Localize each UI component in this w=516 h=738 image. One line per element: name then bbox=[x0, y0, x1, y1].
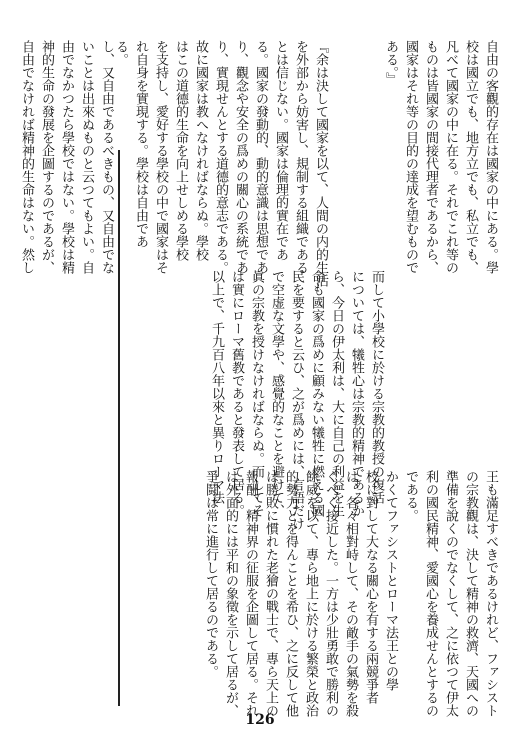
text-column: とは信じない。國家は倫理的實在であ bbox=[273, 40, 288, 261]
text-column: で空虚な文學や、感覺的なことを避けて、 bbox=[269, 270, 284, 517]
text-column: る。 bbox=[113, 40, 128, 66]
text-column: ものは皆國家の間接代理者であるから、 bbox=[423, 40, 438, 274]
text-column: 國家はそれ等の目的の達成を望むもので bbox=[403, 40, 418, 274]
text-column: は實にローマ舊教であると發表して居る。 bbox=[229, 270, 244, 517]
text-column: 王も滿足すべきであるけれど、ファシスト bbox=[483, 470, 498, 717]
text-column: 餘威を以て、專ら地上に於ける繁榮と政治 bbox=[303, 470, 318, 717]
text-block-lower-left bbox=[19, 40, 116, 290]
text-column: れ自身を實現する。學校は自由であ bbox=[133, 40, 148, 248]
text-column: 以上で、千九百八年以來と異りローマ法 bbox=[209, 270, 224, 504]
text-column: ある。』 bbox=[383, 40, 398, 86]
text-block-upper-right bbox=[330, 40, 500, 290]
text-column: 『余は決して國家を以て、人間の内的生活 bbox=[313, 40, 328, 287]
text-column: 由でなかつたら學校ではない。學校は精 bbox=[59, 40, 74, 274]
text-column: り、實現せんとする道德的意志である。 bbox=[213, 40, 228, 274]
text-column: 眞の宗教を授けなければならぬ。而してそ bbox=[249, 270, 264, 517]
text-column: り、觀念や安全の爲めの關心の系統であ bbox=[233, 40, 248, 274]
text-column: 命も國家の爲めに顧みない犧牲に燃える國 bbox=[309, 270, 324, 517]
text-block-far-left-visible bbox=[203, 470, 500, 717]
text-column: については、犧牲心は宗教的精神であるか bbox=[349, 270, 364, 517]
text-column: 報酬、精神界の征服を企圖して居る。それ bbox=[243, 470, 258, 717]
text-column: 凡べて國家の中に在る。それでこれ等の bbox=[443, 40, 458, 274]
text-column: ぐべく接近した。一方は少壯勇敢で勝利の bbox=[323, 470, 338, 717]
text-column: いことは出來ぬものと云つてもよい。自 bbox=[79, 40, 94, 274]
page-number: 126 bbox=[245, 712, 275, 728]
text-column: を外部から妨害し、規制する組織である bbox=[293, 40, 308, 274]
text-column: る。國家の發動的、動的意識は思想であ bbox=[253, 40, 268, 274]
text-column: 而して小學校に於ける宗教的教授の復活 bbox=[369, 270, 384, 504]
text-column: は外面的には平和の象徵を示して居るが、 bbox=[223, 470, 238, 717]
text-column: 自由の客觀的存在は國家の中にある。學 bbox=[483, 40, 498, 274]
text-column: かくてファシストとローマ法王との學 bbox=[383, 470, 398, 691]
text-column: 神的生命の發展を企圖するのであるが、 bbox=[39, 40, 54, 274]
text-column: 準備を說くのでなくして、之に依つて伊太 bbox=[443, 470, 458, 717]
text-block-lower-right bbox=[206, 270, 386, 530]
text-column: 故に國家は教へなければならぬ。學校 bbox=[193, 40, 208, 261]
text-column: は、各々相對峙して、その敵手の氣勢を殺 bbox=[343, 470, 358, 717]
text-column: の宗教觀は、決して精神の救濟、天國への bbox=[463, 470, 478, 717]
text-column: 民を要すると云ひ、之が爲めには、言語だけ bbox=[289, 270, 304, 530]
text-column: 自由でなければ精神的生命はない。然し bbox=[19, 40, 34, 274]
text-column: 校は國立でも、地方立でも、私立でも、 bbox=[463, 40, 478, 274]
text-column: である。 bbox=[403, 470, 418, 522]
text-column: 的勢力とを得んことを希ひ、之に反して他 bbox=[283, 470, 298, 717]
text-column: ら、今日の伊太利は、大に自己の利益を生 bbox=[329, 270, 344, 517]
text-column: は勝敗に慣れた老獪の戰士で、專ら天上の bbox=[263, 470, 278, 717]
vertical-rule bbox=[118, 150, 120, 706]
text-column: し、又自由であるべきもの、又自由でな bbox=[99, 40, 114, 274]
text-column: はこの道德的生命を向上せしめる學校 bbox=[173, 40, 188, 261]
text-column: 爭鬪は常に進行して居るのである。 bbox=[203, 470, 218, 678]
text-column: 利の國民精神、愛國心を養成せんとするの bbox=[423, 470, 438, 717]
text-column: を支持し、愛好する學校の中で國家はそ bbox=[153, 40, 168, 274]
text-block-upper-left bbox=[113, 40, 330, 290]
text-column: 校に對して大なる關心を有する兩競爭者 bbox=[363, 470, 378, 704]
